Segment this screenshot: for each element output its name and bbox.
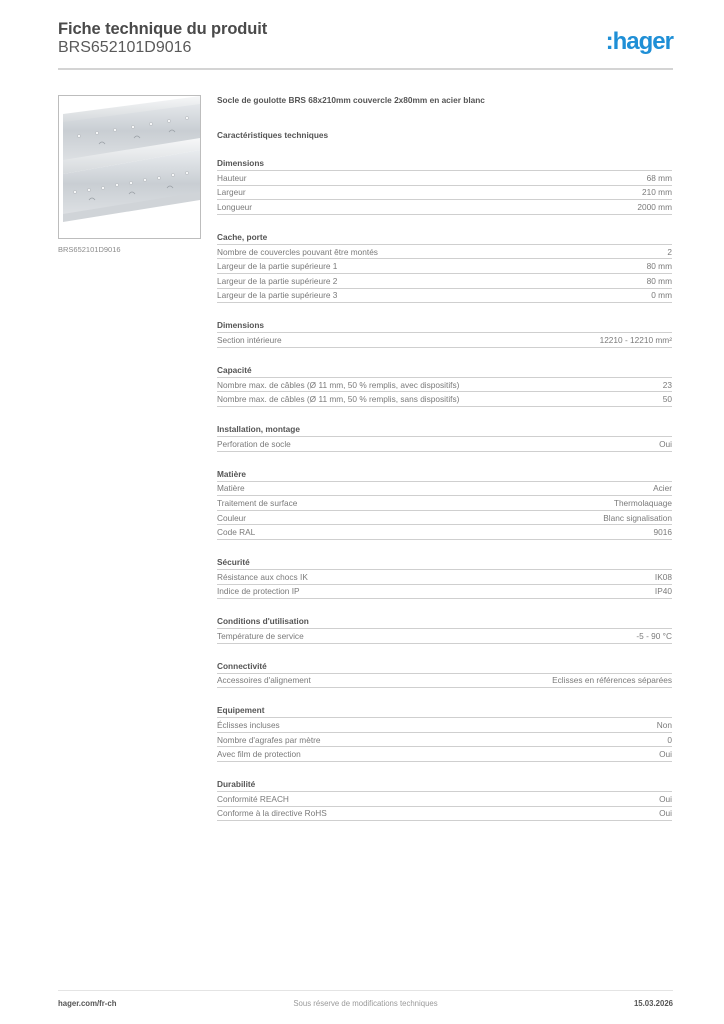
- spec-value: Eclisses en références séparées: [552, 675, 672, 686]
- hager-logo: :hager: [605, 28, 673, 55]
- page-footer: [58, 999, 673, 1011]
- header-divider: [58, 68, 673, 70]
- spec-label: Largeur de la partie supérieure 1: [217, 261, 338, 272]
- spec-row: [217, 378, 672, 393]
- footer-divider: [58, 990, 673, 991]
- spec-group-title: Dimensions: [217, 158, 672, 171]
- spec-value: Thermolaquage: [613, 497, 672, 508]
- spec-group: [217, 232, 672, 303]
- spec-value: Oui: [659, 793, 672, 804]
- spec-value: Oui: [659, 438, 672, 449]
- spec-group: [217, 158, 672, 215]
- spec-label: Avec film de protection: [217, 749, 301, 760]
- spec-value: IP40: [654, 586, 672, 597]
- spec-row: [217, 496, 672, 511]
- image-caption: BRS652101D9016: [58, 245, 121, 254]
- spec-value: -5 - 90 °C: [636, 630, 672, 641]
- spec-value: Oui: [659, 808, 672, 819]
- spec-group: [217, 320, 672, 348]
- spec-row: [217, 525, 672, 540]
- spec-label: Accessoires d'alignement: [217, 675, 311, 686]
- spec-label: Nombre max. de câbles (Ø 11 mm, 50 % remplis, avec dispositifs): [217, 379, 460, 390]
- spec-label: Nombre de couvercles pouvant être montés: [217, 246, 378, 257]
- spec-label: Traitement de surface: [217, 497, 298, 508]
- spec-value: 0 mm: [651, 290, 672, 301]
- spec-group-title: Sécurité: [217, 557, 672, 570]
- spec-groups: [217, 158, 672, 821]
- spec-value: 12210 - 12210 mm²: [599, 334, 672, 345]
- spec-value: 80 mm: [646, 275, 672, 286]
- spec-group-title: Equipement: [217, 705, 672, 718]
- spec-group: [217, 705, 672, 762]
- spec-label: Largeur de la partie supérieure 3: [217, 290, 338, 301]
- spec-label: Éclisses incluses: [217, 720, 280, 731]
- spec-row: [217, 186, 672, 201]
- spec-label: Code RAL: [217, 527, 256, 538]
- spec-row: [217, 274, 672, 289]
- spec-value: 210 mm: [642, 187, 672, 198]
- spec-group: [217, 469, 672, 540]
- spec-value: 0: [667, 734, 672, 745]
- spec-group-title: Cache, porte: [217, 232, 672, 245]
- spec-value: Acier: [653, 483, 672, 494]
- cable-trunking-illustration: [59, 96, 200, 238]
- spec-row: [217, 629, 672, 644]
- spec-row: [217, 733, 672, 748]
- product-image: [58, 95, 201, 239]
- spec-label: Largeur: [217, 187, 246, 198]
- spec-value: Blanc signalisation: [603, 512, 672, 523]
- spec-label: Longueur: [217, 201, 253, 212]
- spec-row: [217, 511, 672, 526]
- spec-label: Largeur de la partie supérieure 2: [217, 275, 338, 286]
- spec-label: Matière: [217, 483, 245, 494]
- spec-group: [217, 424, 672, 452]
- spec-group: [217, 661, 672, 689]
- product-reference: BRS652101D9016: [58, 39, 192, 56]
- spec-label: Section intérieure: [217, 334, 282, 345]
- spec-row: [217, 807, 672, 822]
- spec-value: IK08: [654, 571, 672, 582]
- spec-label: Perforation de socle: [217, 438, 291, 449]
- spec-group-title: Matière: [217, 469, 672, 482]
- spec-row: [217, 674, 672, 689]
- spec-row: [217, 570, 672, 585]
- spec-row: [217, 333, 672, 348]
- document-title: Fiche technique du produit: [58, 20, 268, 38]
- spec-group: [217, 365, 672, 407]
- spec-group-title: Durabilité: [217, 779, 672, 792]
- spec-label: Conforme à la directive RoHS: [217, 808, 327, 819]
- spec-value: 9016: [653, 527, 672, 538]
- spec-value: 80 mm: [646, 261, 672, 272]
- spec-row: [217, 747, 672, 762]
- footer-website[interactable]: hager.com/fr-ch: [58, 999, 117, 1008]
- spec-label: Indice de protection IP: [217, 586, 300, 597]
- spec-row: [217, 585, 672, 600]
- spec-label: Hauteur: [217, 172, 247, 183]
- spec-row: [217, 482, 672, 497]
- spec-label: Couleur: [217, 512, 247, 523]
- spec-label: Résistance aux chocs IK: [217, 571, 308, 582]
- spec-group-title: Conditions d'utilisation: [217, 616, 672, 629]
- footer-date: 15.03.2026: [633, 999, 673, 1008]
- spec-value: 50: [662, 394, 672, 405]
- product-description: Socle de goulotte BRS 68x210mm couvercle 2x80mm en acier blanc: [217, 95, 485, 105]
- spec-label: Nombre d'agrafes par mètre: [217, 734, 321, 745]
- spec-group: [217, 779, 672, 821]
- spec-row: [217, 171, 672, 186]
- spec-label: Conformité REACH: [217, 793, 289, 804]
- page-header: [58, 20, 673, 70]
- spec-row: [217, 245, 672, 260]
- spec-row: [217, 289, 672, 304]
- spec-label: Température de service: [217, 630, 304, 641]
- spec-row: [217, 392, 672, 407]
- spec-group-title: Connectivité: [217, 661, 672, 674]
- specifications: [217, 95, 672, 821]
- spec-row: [217, 259, 672, 274]
- spec-label: Nombre max. de câbles (Ø 11 mm, 50 % remplis, sans dispositifs): [217, 394, 460, 405]
- spec-row: [217, 437, 672, 452]
- section-title: Caractéristiques techniques: [217, 130, 329, 140]
- footer-disclaimer: Sous réserve de modifications techniques: [293, 999, 438, 1008]
- spec-value: 68 mm: [646, 172, 672, 183]
- spec-row: [217, 718, 672, 733]
- spec-group-title: Capacité: [217, 365, 672, 378]
- spec-group-title: Dimensions: [217, 320, 672, 333]
- spec-group-title: Installation, montage: [217, 424, 672, 437]
- spec-group: [217, 616, 672, 644]
- spec-value: Non: [656, 720, 672, 731]
- spec-row: [217, 792, 672, 807]
- spec-value: 23: [662, 379, 672, 390]
- spec-value: 2000 mm: [637, 201, 672, 212]
- spec-group: [217, 557, 672, 599]
- spec-value: Oui: [659, 749, 672, 760]
- spec-row: [217, 200, 672, 215]
- spec-value: 2: [667, 246, 672, 257]
